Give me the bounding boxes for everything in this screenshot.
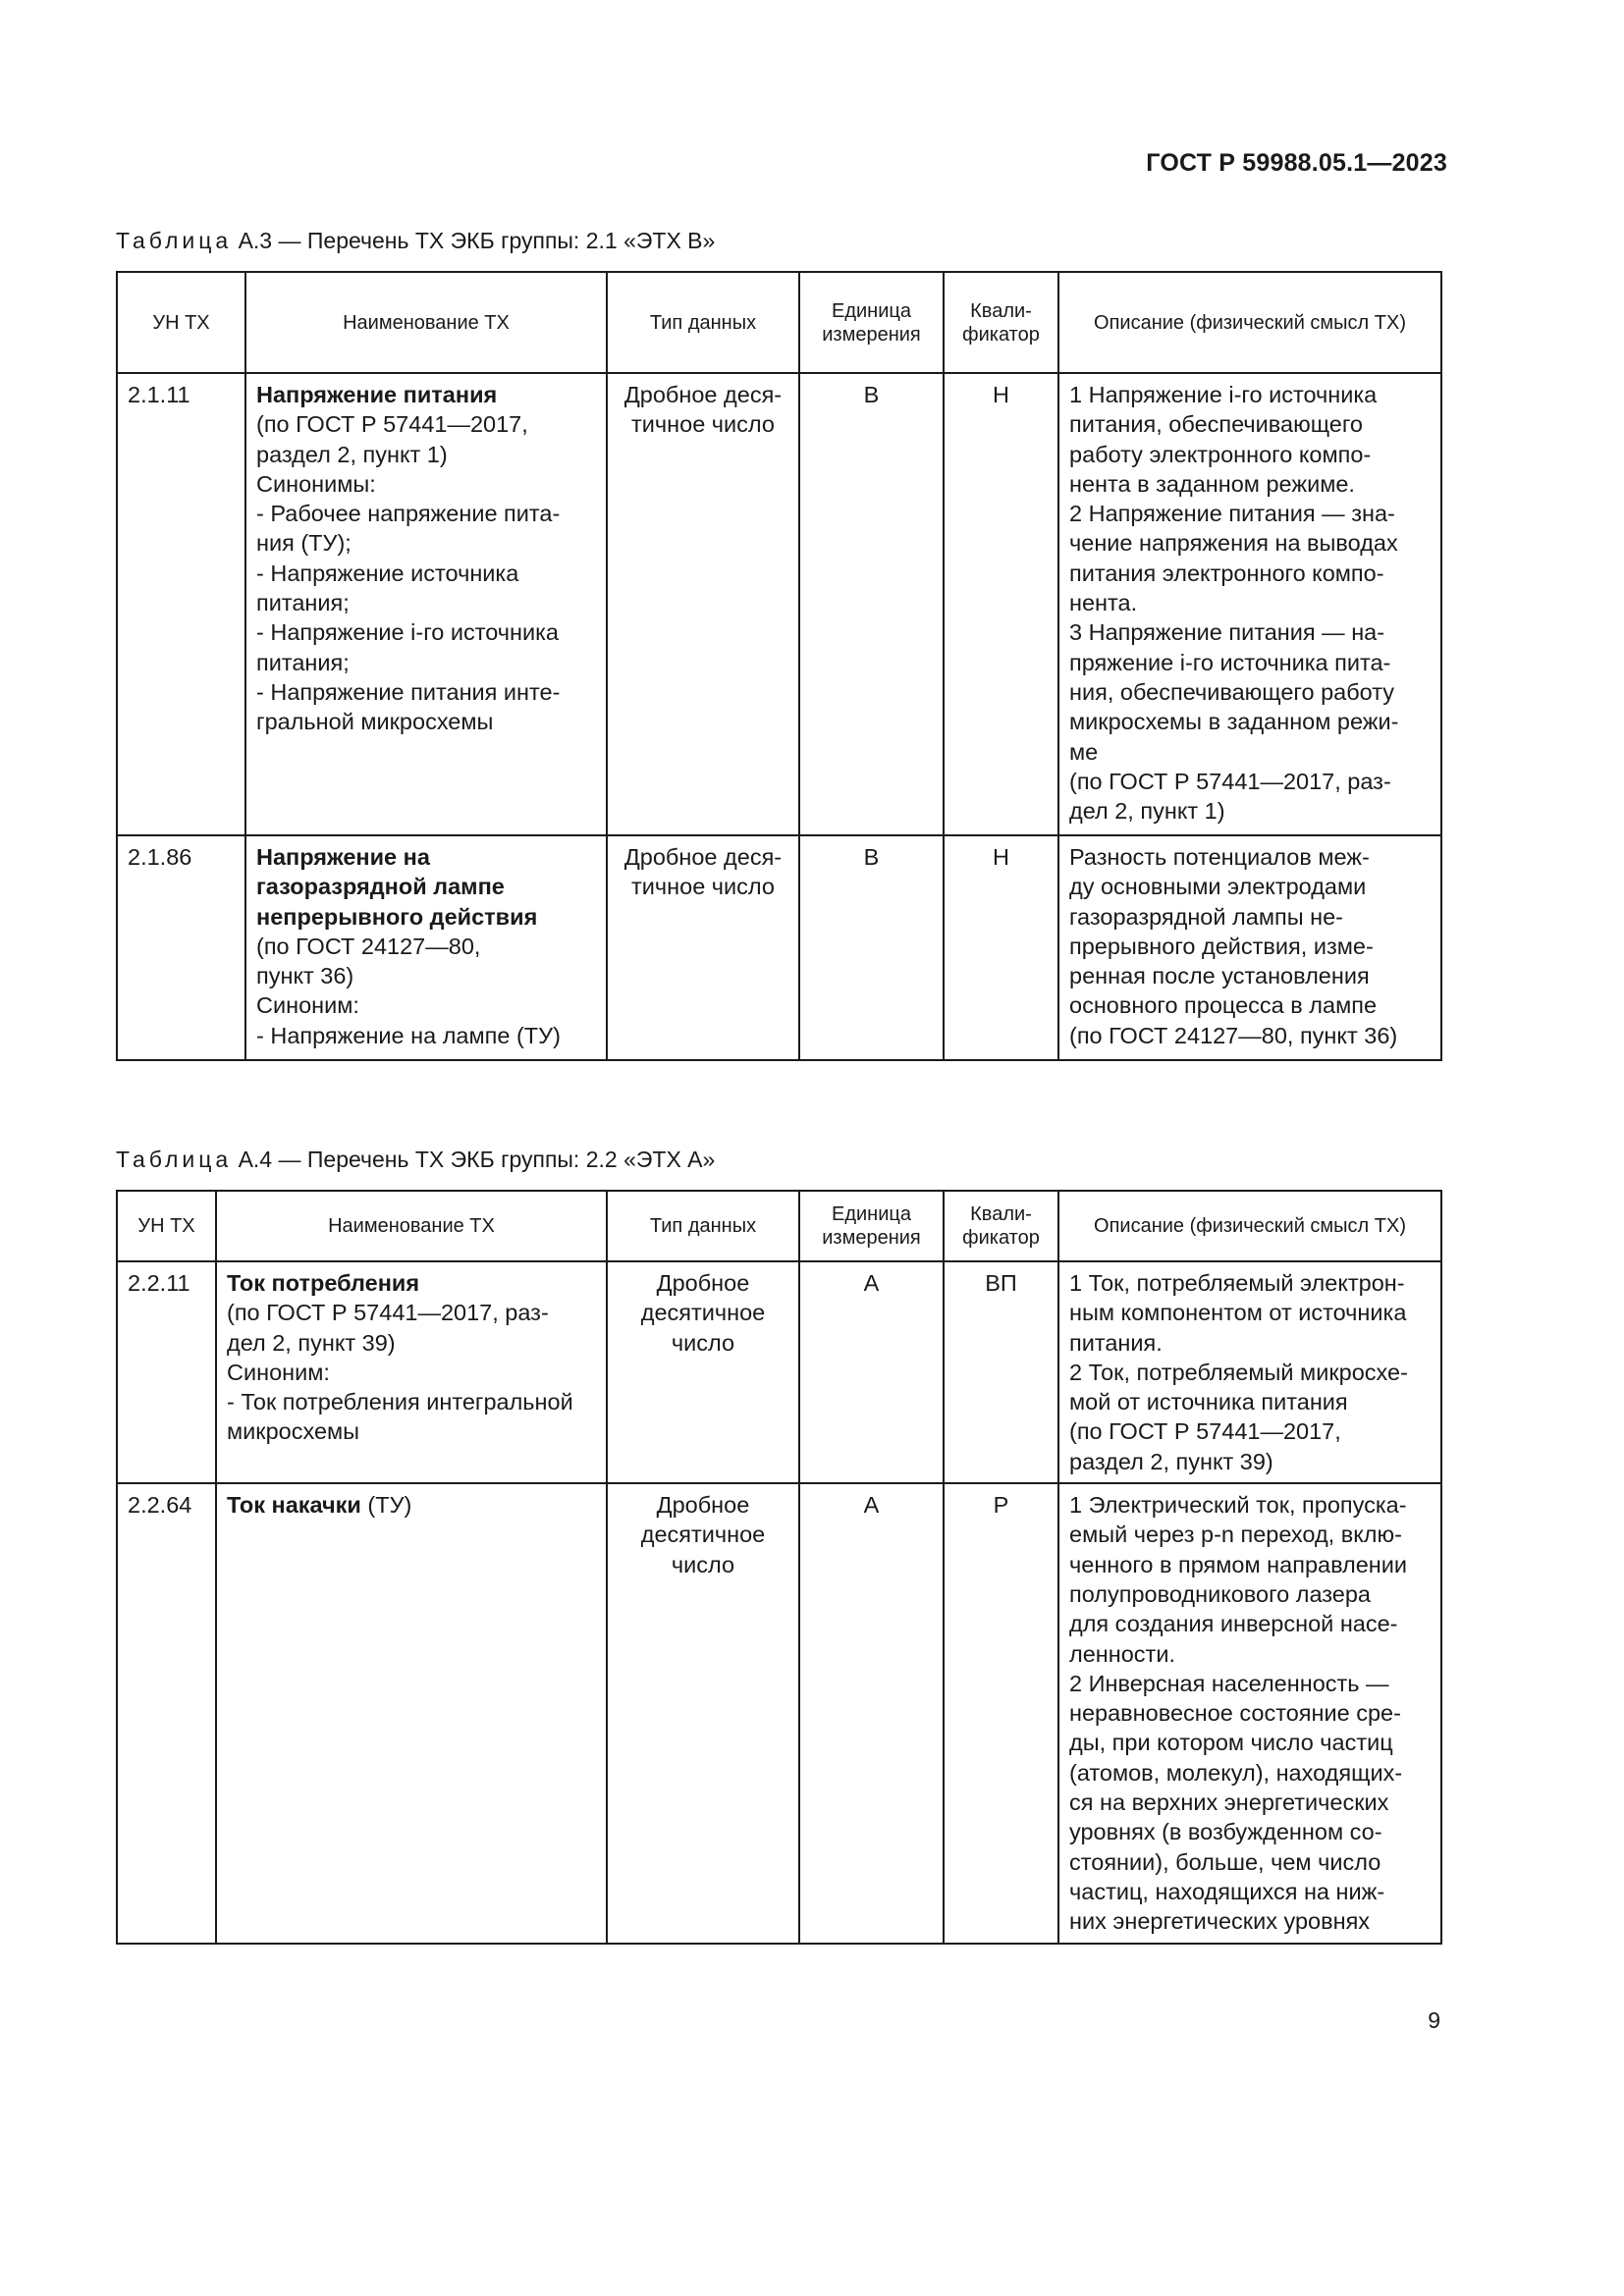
description-line: Разность потенциалов меж- — [1069, 844, 1370, 870]
description-line: питания электронного компо- — [1069, 560, 1384, 586]
table-row — [117, 1261, 1441, 1483]
description-line: ния, обеспечивающего работу — [1069, 678, 1394, 705]
name-line: - Напряжение на лампе (ТУ) — [256, 1022, 561, 1048]
table-a4-caption-text: А.4 — Перечень ТХ ЭКБ группы: 2.2 «ЭТХ А» — [232, 1147, 716, 1172]
col-header-code: УН ТХ — [117, 272, 245, 373]
name-line: - Напряжение источника — [256, 560, 519, 586]
description-line: питания. — [1069, 1329, 1163, 1356]
description-line: ду основными электродами — [1069, 874, 1367, 900]
data-type-line: Дробное деся- — [623, 382, 783, 407]
name-line: (по ГОСТ Р 57441—2017, — [256, 411, 528, 438]
cell-description — [1058, 1483, 1441, 1943]
col-header-name: Наименование ТХ — [245, 272, 607, 373]
data-type-line: десятичное — [640, 1300, 766, 1326]
name-title: газоразрядной лампе — [256, 874, 505, 900]
description-line: стоянии), больше, чем число — [1069, 1848, 1381, 1875]
col-header-description: Описание (физический смысл ТХ) — [1058, 1191, 1441, 1261]
description-line: нента. — [1069, 590, 1138, 616]
col-header-qualifier-line1: Квали- — [970, 1203, 1032, 1225]
description-line: 1 Напряжение i-го источника — [1069, 382, 1378, 407]
name-line: микросхемы — [227, 1418, 360, 1445]
description-line: нента в заданном режиме. — [1069, 470, 1355, 497]
col-header-qualifier-line2: фикатор — [962, 323, 1040, 346]
name-line: питания; — [256, 649, 350, 675]
document-standard-number: ГОСТ Р 59988.05.1—2023 — [1146, 149, 1447, 177]
data-type-line: Дробное — [656, 1270, 750, 1296]
table-a3-caption-prefix: Таблица — [116, 228, 233, 253]
description-line: (по ГОСТ Р 57441—2017, раз- — [1069, 768, 1391, 794]
cell-code: 2.1.86 — [117, 835, 245, 1060]
cell-description — [1058, 1261, 1441, 1483]
description-line: газоразрядной лампы не- — [1069, 903, 1343, 930]
data-type-line: тичное число — [631, 874, 775, 900]
description-line: прерывного действия, изме- — [1069, 933, 1374, 959]
data-type-line: Дробное — [656, 1492, 750, 1519]
table-a4 — [116, 1190, 1442, 1945]
table-a4-caption-prefix: Таблица — [116, 1147, 233, 1172]
table-a3-caption-text: А.3 — Перечень ТХ ЭКБ группы: 2.1 «ЭТХ В» — [232, 228, 716, 253]
col-header-data-type: Тип данных — [607, 272, 799, 373]
description-line: емый через p-n переход, вклю- — [1069, 1522, 1402, 1548]
table-row — [117, 835, 1441, 1060]
name-line: дел 2, пункт 39) — [227, 1329, 396, 1356]
name-title: Ток потребления — [227, 1270, 420, 1296]
description-line: 2 Инверсная населенность — — [1069, 1670, 1389, 1696]
col-header-data-type: Тип данных — [607, 1191, 799, 1261]
name-line: пункт 36) — [256, 963, 354, 989]
name-line: - Ток потребления интегральной — [227, 1389, 573, 1415]
col-header-qualifier-line2: фикатор — [962, 1227, 1040, 1249]
cell-name — [216, 1261, 607, 1483]
cell-description — [1058, 835, 1441, 1060]
cell-qualifier: Р — [944, 1483, 1058, 1943]
description-line: дел 2, пункт 1) — [1069, 798, 1225, 825]
col-header-unit — [799, 272, 944, 373]
table-row — [117, 1483, 1441, 1943]
description-line: ме — [1069, 738, 1099, 765]
name-line: ния (ТУ); — [256, 530, 352, 557]
name-line: раздел 2, пункт 1) — [256, 441, 448, 467]
description-line: неравновесное состояние сре- — [1069, 1700, 1401, 1727]
cell-unit: В — [799, 835, 944, 1060]
description-line: ся на верхних энергетических — [1069, 1789, 1389, 1816]
table-row — [117, 373, 1441, 835]
table-a4-caption — [116, 1147, 715, 1173]
cell-qualifier: Н — [944, 373, 1058, 835]
name-line: - Рабочее напряжение пита- — [256, 501, 561, 527]
name-suffix: (ТУ) — [360, 1492, 412, 1519]
data-type-line: Дробное деся- — [623, 844, 783, 870]
description-line: (по ГОСТ Р 57441—2017, — [1069, 1418, 1341, 1445]
description-line: раздел 2, пункт 39) — [1069, 1448, 1273, 1474]
description-line: ренная после установления — [1069, 963, 1370, 989]
col-header-name: Наименование ТХ — [216, 1191, 607, 1261]
cell-code: 2.2.11 — [117, 1261, 216, 1483]
table-a4-header-row — [117, 1191, 1441, 1261]
cell-unit: В — [799, 373, 944, 835]
description-line: пряжение i-го источника пита- — [1069, 649, 1391, 675]
description-line: ченного в прямом направлении — [1069, 1551, 1408, 1577]
cell-name — [245, 373, 607, 835]
name-line: Синоним: — [227, 1359, 330, 1385]
cell-code: 2.1.11 — [117, 373, 245, 835]
col-header-code: УН ТХ — [117, 1191, 216, 1261]
description-line: работу электронного компо- — [1069, 441, 1372, 467]
name-title: Напряжение на — [256, 844, 430, 870]
name-title: Ток накачки — [227, 1492, 361, 1519]
name-line: - Напряжение i-го источника — [256, 619, 559, 646]
description-line: них энергетических уровнях — [1069, 1908, 1371, 1935]
description-line: питания, обеспечивающего — [1069, 411, 1363, 438]
description-line: 1 Электрический ток, пропуска- — [1069, 1492, 1407, 1519]
col-header-description: Описание (физический смысл ТХ) — [1058, 272, 1441, 373]
col-header-qualifier-line1: Квали- — [970, 299, 1032, 322]
cell-data-type — [607, 1261, 799, 1483]
description-line: 2 Ток, потребляемый микросхе- — [1069, 1359, 1408, 1385]
name-title: Напряжение питания — [256, 382, 498, 407]
cell-code: 2.2.64 — [117, 1483, 216, 1943]
table-a3-caption — [116, 228, 715, 254]
name-line: Синоним: — [256, 992, 359, 1019]
cell-name — [216, 1483, 607, 1943]
table-a3 — [116, 271, 1442, 1061]
col-header-unit-line2: измерения — [822, 1227, 921, 1249]
cell-name — [245, 835, 607, 1060]
description-line: чение напряжения на выводах — [1069, 530, 1398, 557]
cell-description — [1058, 373, 1441, 835]
page-number: 9 — [1428, 2007, 1440, 2033]
table-a3-header-row — [117, 272, 1441, 373]
description-line: для создания инверсной насе- — [1069, 1611, 1398, 1637]
data-type-line: число — [671, 1329, 735, 1356]
col-header-unit-line2: измерения — [822, 323, 921, 346]
description-line: полупроводникового лазера — [1069, 1580, 1371, 1607]
description-line: микросхемы в заданном режи- — [1069, 709, 1399, 735]
description-line: (по ГОСТ 24127—80, пункт 36) — [1069, 1022, 1398, 1048]
col-header-unit-line1: Единица — [832, 299, 911, 322]
description-line: ды, при котором число частиц — [1069, 1730, 1393, 1756]
data-type-line: десятичное — [640, 1522, 766, 1548]
data-type-line: число — [671, 1551, 735, 1577]
cell-unit: А — [799, 1483, 944, 1943]
description-line: 1 Ток, потребляемый электрон- — [1069, 1270, 1405, 1296]
description-line: ленности. — [1069, 1640, 1175, 1667]
col-header-qualifier — [944, 1191, 1058, 1261]
description-line: основного процесса в лампе — [1069, 992, 1378, 1019]
description-line: частиц, находящихся на ниж- — [1069, 1878, 1385, 1904]
cell-data-type — [607, 1483, 799, 1943]
cell-data-type — [607, 373, 799, 835]
cell-data-type — [607, 835, 799, 1060]
description-line: уровнях (в возбужденном со- — [1069, 1819, 1382, 1845]
data-type-line: тичное число — [631, 411, 775, 438]
col-header-qualifier — [944, 272, 1058, 373]
name-line: (по ГОСТ 24127—80, — [256, 933, 481, 959]
description-line: ным компонентом от источника — [1069, 1300, 1407, 1326]
description-line: 3 Напряжение питания — на- — [1069, 619, 1385, 646]
name-line: (по ГОСТ Р 57441—2017, раз- — [227, 1300, 549, 1326]
name-line: гральной микросхемы — [256, 709, 494, 735]
description-line: 2 Напряжение питания — зна- — [1069, 501, 1395, 527]
name-line: питания; — [256, 590, 350, 616]
col-header-unit — [799, 1191, 944, 1261]
description-line: мой от источника питания — [1069, 1389, 1348, 1415]
name-line: Синонимы: — [256, 470, 376, 497]
cell-qualifier: Н — [944, 835, 1058, 1060]
name-title: непрерывного действия — [256, 903, 538, 930]
name-line: - Напряжение питания инте- — [256, 678, 561, 705]
cell-qualifier: ВП — [944, 1261, 1058, 1483]
description-line: (атомов, молекул), находящих- — [1069, 1759, 1403, 1786]
cell-unit: А — [799, 1261, 944, 1483]
col-header-unit-line1: Единица — [832, 1203, 911, 1225]
